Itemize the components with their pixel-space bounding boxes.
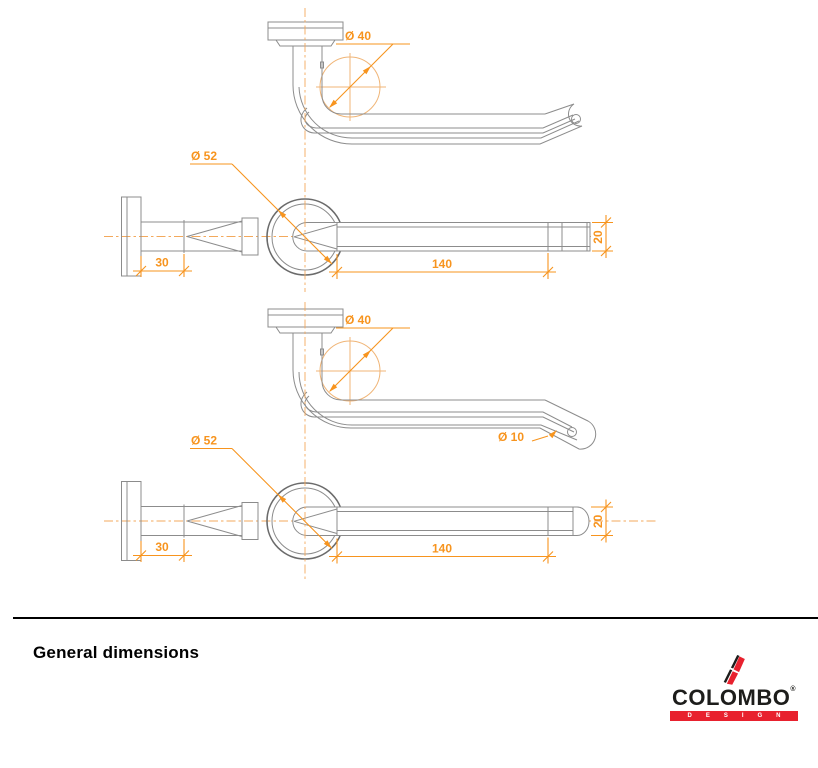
dim-label-roll-diameter-row1: Ø 40 — [344, 29, 372, 43]
logo-name: COLOMBO — [671, 685, 791, 710]
dim-label-bar-length-row4: 140 — [431, 541, 453, 556]
colombo-logo-design-bar — [670, 711, 798, 721]
colombo-logo-wordmark — [670, 686, 798, 709]
drawing-front-view-flat-end — [104, 149, 613, 279]
registered-mark-icon: ® — [790, 686, 797, 693]
footer-divider — [13, 617, 818, 619]
dim-label-rose-diameter-row2: Ø 52 — [190, 149, 218, 163]
drawing-side-view-tip-down — [268, 309, 596, 449]
dim-label-bar-length-row2: 140 — [431, 257, 453, 271]
dim-label-projection-row2: 30 — [155, 255, 169, 270]
dim-label-rose-diameter-row4: Ø 52 — [190, 433, 218, 448]
dim-label-bar-height-row4: 20 — [591, 514, 605, 528]
colombo-logo — [670, 652, 798, 721]
dim-label-roll-diameter-row3: Ø 40 — [344, 313, 372, 327]
colombo-logo-mark-icon — [721, 652, 748, 685]
dim-label-projection-row4: 30 — [155, 540, 169, 554]
section-title: General dimensions — [33, 643, 200, 662]
dim-label-tube-diameter-row3: Ø 10 — [497, 430, 525, 444]
logo-subtitle: DESIGN — [687, 713, 795, 720]
dim-label-bar-height-row2: 20 — [591, 230, 605, 244]
drawing-front-view-round-end — [104, 434, 657, 564]
drawing-side-view-tip-up — [268, 22, 582, 144]
